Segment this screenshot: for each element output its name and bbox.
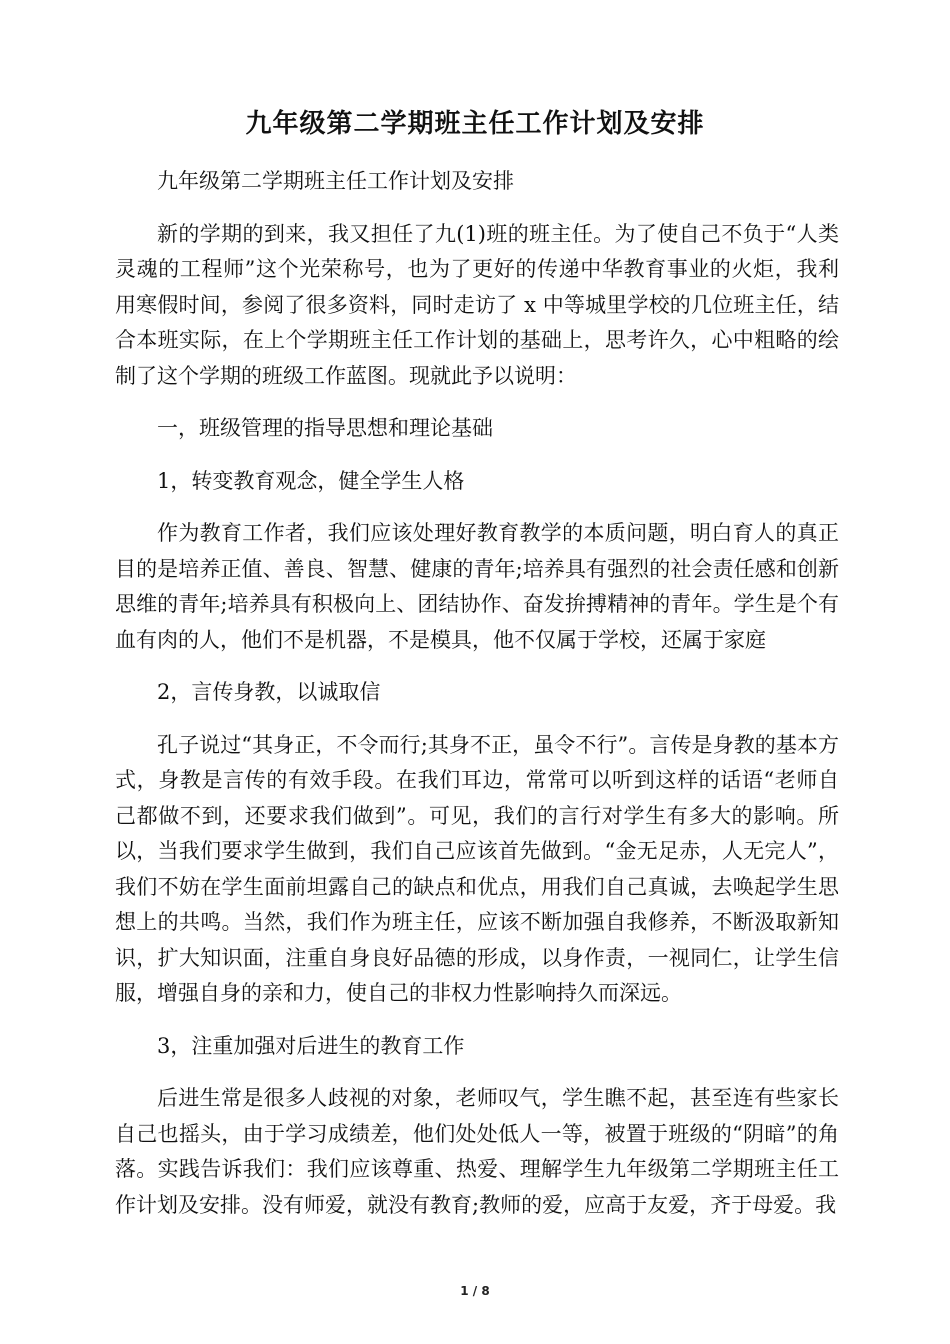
document-title: 九年级第二学期班主任工作计划及安排: [245, 109, 705, 139]
page-number: 1 / 8: [460, 1284, 490, 1298]
intro-paragraph: 新的学期的到来，我又担任了九(1)班的班主任。为了使自己不负于“人类灵魂的工程师”这个光荣称号，也为了更好的传递中华教育事业的火炬，我利用寒假时间，参阅了很多资料，同时走访了 x 中等城里学校的几位班主任，结合本班实际，在上个学期班主任工作计划的基础上，思考许久，心中粗略的绘制了这个学期的班级工作蓝图。现就此予以说明：: [115, 221, 839, 388]
subsection-heading-3: 3，注重加强对后进生的教育工作: [157, 1033, 465, 1058]
body-paragraph-3: 后进生常是很多人歧视的对象，老师叹气，学生瞧不起，甚至连有些家长自己也摇头，由于学习成绩差，他们处处低人一等，被置于班级的“阴暗”的角落。实践告诉我们：我们应该尊重、热爱、理解学生九年级第二学期班主任工作计划及安排。没有师爱，就没有教育;教师的爱，应高于友爱，齐于母爱。我: [115, 1086, 839, 1217]
section-heading-1: 一，班级管理的指导思想和理论基础: [157, 416, 493, 440]
subsection-heading-2: 2，言传身教，以诚取信: [157, 680, 381, 704]
body-paragraph-1: 作为教育工作者，我们应该处理好教育教学的本质问题，明白育人的真正目的是培养正值、善良、智慧、健康的青年;培养具有强烈的社会责任感和创新思维的青年;培养具有积极向上、团结协作、奋发拚搏精神的青年。学生是个有血有肉的人，他们不是机器，不是模具，他不仅属于学校，还属于家庭: [115, 521, 839, 652]
subtitle-paragraph: 九年级第二学期班主任工作计划及安排: [157, 169, 514, 193]
body-paragraph-2: 孔子说过“其身正，不令而行;其身不正，虽令不行”。言传是身教的基本方式，身教是言传的有效手段。在我们耳边，常常可以听到这样的话语“老师自己都做不到，还要求我们做到”。可见，我们的言行对学生有多大的影响。所以，当我们要求学生做到，我们自己应该首先做到。“金无足赤，人无完人”，我们不妨在学生面前坦露自己的缺点和优点，用我们自己真诚，去唤起学生思想上的共鸣。当然，我们作为班主任，应该不断加强自我修养，不断汲取新知识，扩大知识面，注重自身良好品德的形成，以身作责，一视同仁，让学生信服，增强自身的亲和力，使自己的非权力性影响持久而深远。: [115, 732, 839, 1005]
subsection-heading-1: 1，转变教育观念，健全学生人格: [157, 468, 465, 493]
document-body: [115, 164, 839, 1240]
